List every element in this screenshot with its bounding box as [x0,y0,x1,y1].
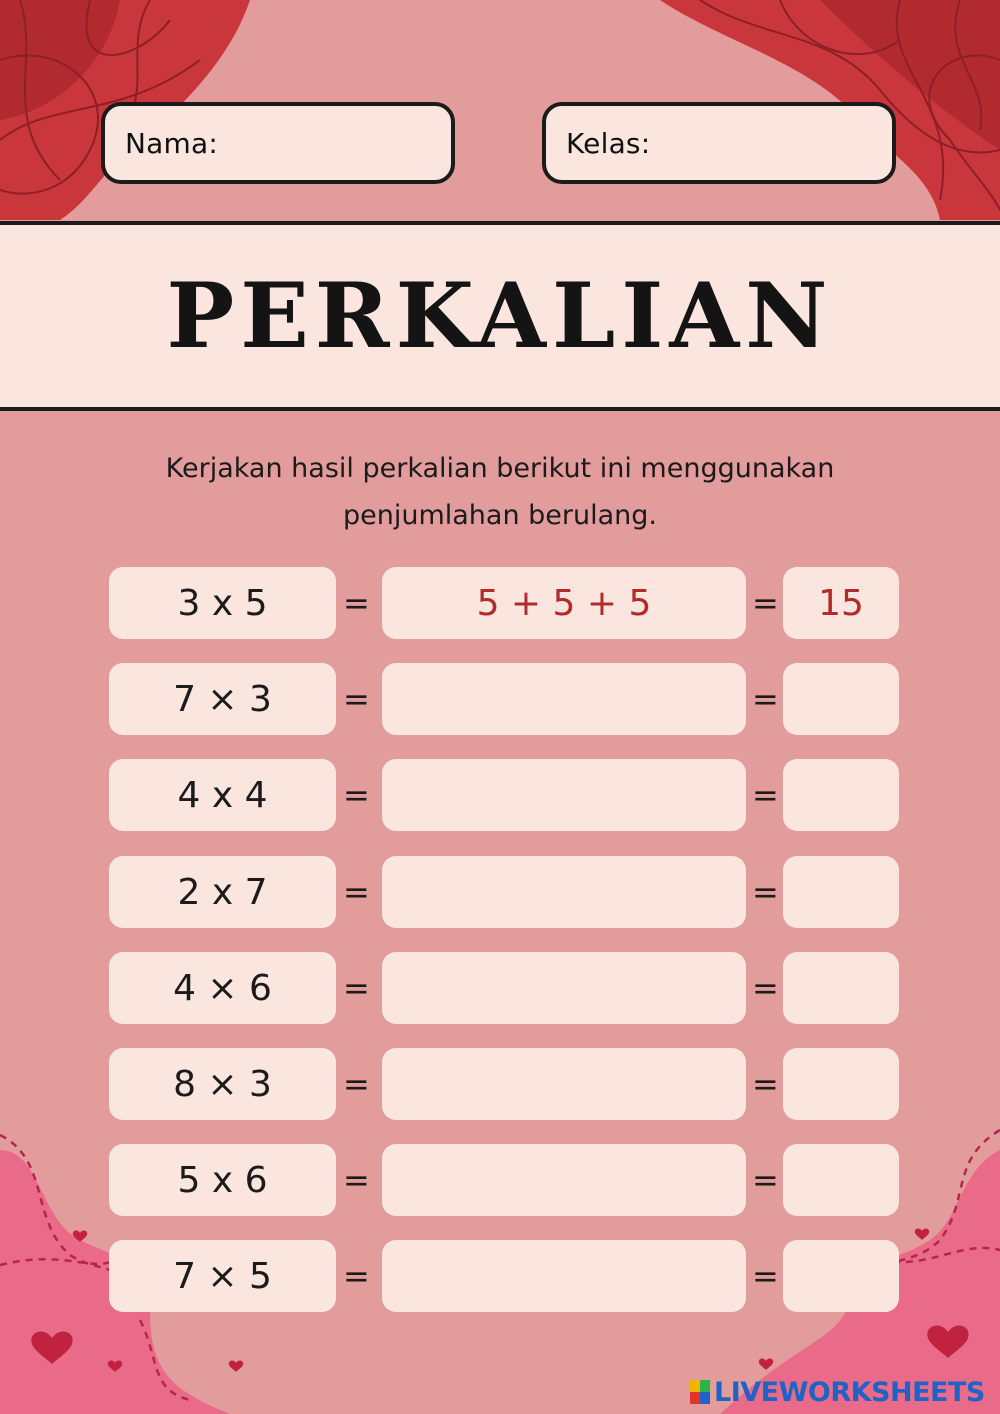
problem-row [0,759,1000,831]
repeated-addition-input[interactable] [398,668,730,730]
repeated-addition-box[interactable] [382,1144,746,1216]
result-input[interactable] [787,764,895,826]
repeated-addition-box[interactable] [382,856,746,928]
repeated-addition-box[interactable] [382,1240,746,1312]
result-box[interactable] [783,1144,899,1216]
equals-sign: = [752,1065,779,1103]
question-box: 3 x 5 [109,567,336,639]
repeated-addition-box[interactable] [382,1048,746,1120]
repeated-addition-input[interactable] [398,1053,730,1115]
repeated-addition-box[interactable] [382,663,746,735]
question-box: 4 × 6 [109,952,336,1024]
liveworksheets-logo-icon [690,1380,710,1404]
page-title: PERKALIAN [166,263,834,369]
equals-sign: = [343,1257,370,1295]
repeated-addition-input[interactable] [398,957,730,1019]
repeated-addition-input[interactable] [398,1149,730,1211]
equals-sign: = [752,1257,779,1295]
brand-name: LIVEWORKSHEETS [714,1376,985,1408]
result-input[interactable] [787,1245,895,1307]
instruction-text: Kerjakan hasil perkalian berikut ini menggunakan penjumlahan berulang. [165,453,835,531]
equals-sign: = [752,680,779,718]
name-field[interactable] [101,102,455,184]
title-banner [0,221,1000,411]
equals-sign: = [343,1065,370,1103]
name-input[interactable] [226,112,554,174]
question-box: 4 x 4 [109,759,336,831]
equals-sign: = [752,584,779,622]
equals-sign: = [343,584,370,622]
equals-sign: = [752,1161,779,1199]
result-box[interactable] [783,759,899,831]
result-input[interactable] [787,1149,895,1211]
class-input[interactable] [658,112,986,174]
equals-sign: = [752,969,779,1007]
result-box[interactable] [783,856,899,928]
problem-row [0,856,1000,928]
repeated-addition-input[interactable] [398,861,730,923]
question-box: 5 x 6 [109,1144,336,1216]
result-box[interactable] [783,1240,899,1312]
equals-sign: = [343,969,370,1007]
problem-row [0,1240,1000,1312]
equals-sign: = [343,680,370,718]
repeated-addition-box[interactable] [382,759,746,831]
result-answer: 15 [818,582,864,624]
class-label: Kelas: [566,126,651,160]
repeated-addition-box[interactable] [382,952,746,1024]
liveworksheets-logo [690,1376,985,1408]
result-box[interactable] [783,952,899,1024]
equals-sign: = [343,776,370,814]
equals-sign: = [343,873,370,911]
result-input[interactable] [787,668,895,730]
equals-sign: = [343,1161,370,1199]
repeated-addition-box[interactable] [382,567,746,639]
repeated-addition-input[interactable] [398,764,730,826]
problem-row [0,1144,1000,1216]
equals-sign: = [752,873,779,911]
problem-row [0,1048,1000,1120]
problem-row [0,952,1000,1024]
repeated-addition-answer: 5 + 5 + 5 [476,582,652,624]
result-input[interactable] [787,1053,895,1115]
result-box[interactable] [783,567,899,639]
question-box: 8 × 3 [109,1048,336,1120]
question-box: 7 × 3 [109,663,336,735]
problem-row [0,567,1000,639]
question-box: 7 × 5 [109,1240,336,1312]
repeated-addition-input[interactable] [398,1245,730,1307]
result-input[interactable] [787,861,895,923]
equals-sign: = [752,776,779,814]
problem-row [0,663,1000,735]
result-box[interactable] [783,1048,899,1120]
class-field[interactable] [542,102,896,184]
result-input[interactable] [787,957,895,1019]
name-label: Nama: [125,126,218,160]
question-box: 2 x 7 [109,856,336,928]
result-box[interactable] [783,663,899,735]
